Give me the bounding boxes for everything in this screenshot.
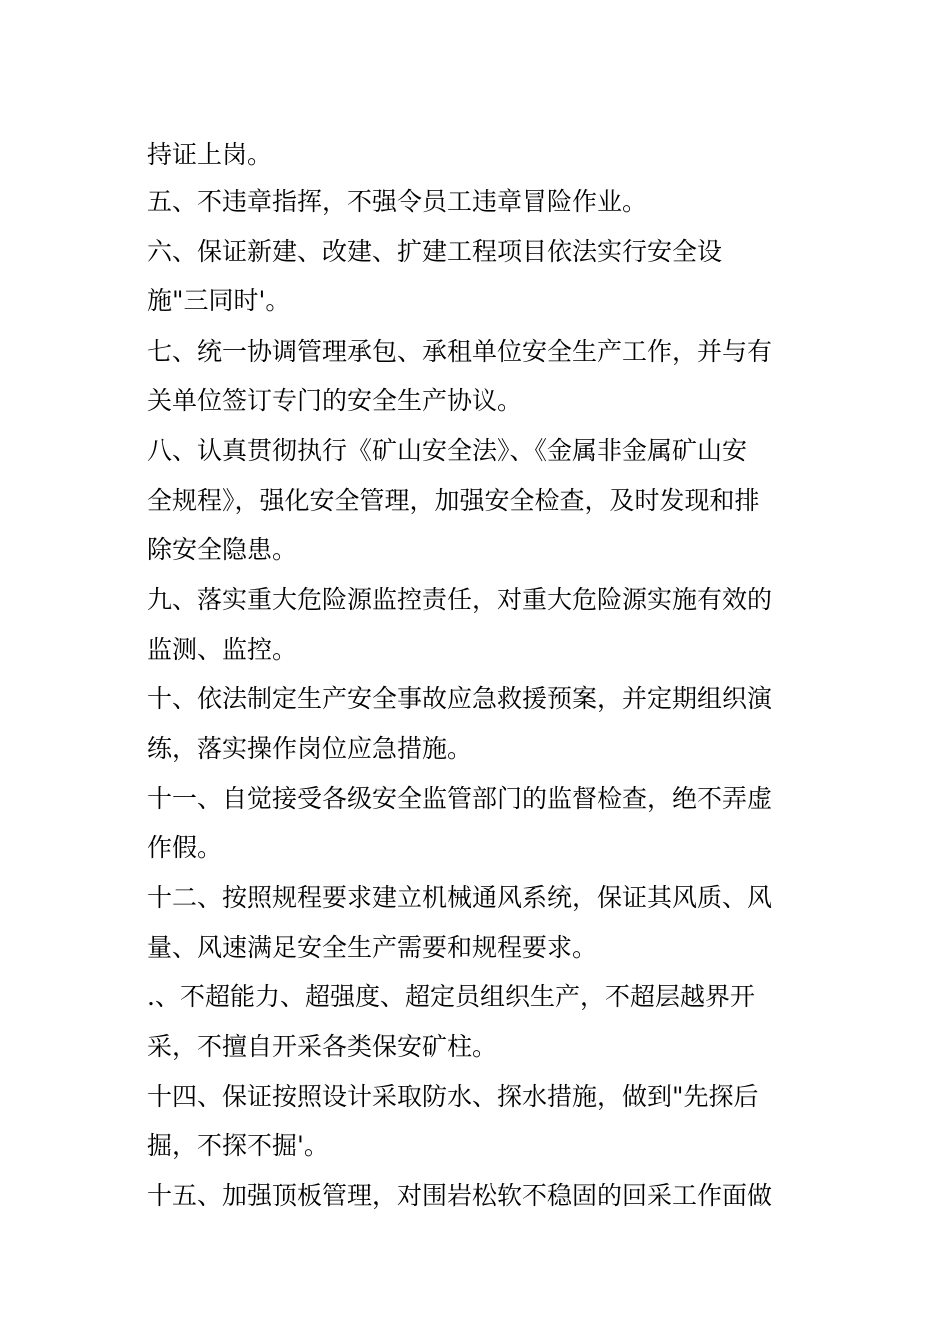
- text-line: 八、认真贯彻执行《矿山安全法》、《金属非金属矿山安: [147, 436, 748, 465]
- text-line: 十、依法制定生产安全事故应急救援预案，并定期组织演: [147, 684, 773, 713]
- text-line: 除安全隐患。: [147, 535, 298, 564]
- text-line: 九、落实重大危险源监控责任，对重大危险源实施有效的: [147, 585, 773, 614]
- text-line: 掘，不探不掘'。: [147, 1131, 329, 1160]
- text-line: 十四、保证按照设计采取防水、探水措施，做到"先探后: [147, 1082, 759, 1111]
- text-line: .、不超能力、超强度、超定员组织生产，不超层越界开: [147, 982, 755, 1011]
- text-line: 十一、自觉接受各级安全监管部门的监督检查，绝不弄虚: [147, 784, 773, 813]
- text-line: 十五、加强顶板管理，对围岩松软不稳固的回采工作面做: [147, 1181, 773, 1210]
- text-line: 作假。: [147, 833, 223, 862]
- text-line: 采，不擅自开采各类保安矿柱。: [147, 1032, 498, 1061]
- text-line: 练，落实操作岗位应急措施。: [147, 734, 473, 763]
- text-line: 施"三同时'。: [147, 286, 291, 315]
- text-line: 关单位签订专门的安全生产协议。: [147, 386, 523, 415]
- text-line: 全规程》，强化安全管理，加强安全检查，及时发现和排: [147, 486, 760, 515]
- text-line: 六、保证新建、改建、扩建工程项目依法实行安全设: [147, 237, 723, 266]
- text-line: 七、统一协调管理承包、承租单位安全生产工作，并与有: [147, 337, 773, 366]
- text-line: 持证上岗。: [147, 140, 273, 169]
- text-line: 十二、按照规程要求建立机械通风系统，保证其风质、风: [147, 883, 773, 912]
- text-line: 五、不违章指挥，不强令员工违章冒险作业。: [147, 187, 648, 216]
- text-line: 量、风速满足安全生产需要和规程要求。: [147, 933, 598, 962]
- text-line: 监测、监控。: [147, 635, 298, 664]
